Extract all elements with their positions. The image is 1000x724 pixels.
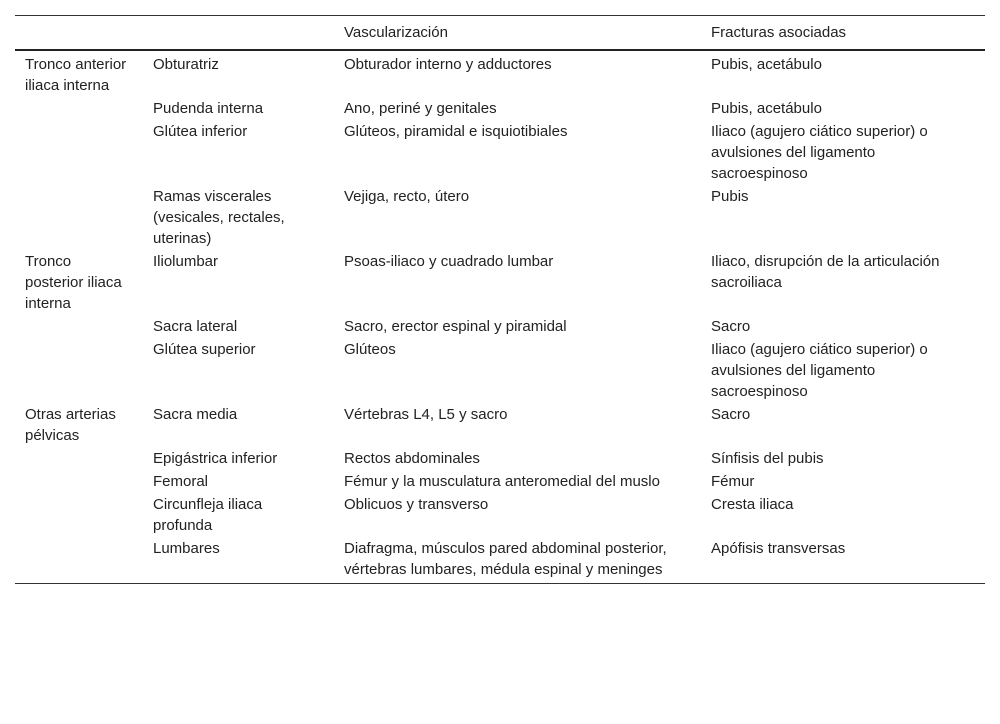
table-row [15, 494, 985, 538]
table-row [15, 186, 985, 251]
vascularization-cell: Fémur y la musculatura anteromedial del muslo [344, 473, 660, 490]
artery-cell: Lumbares [153, 540, 220, 557]
table-body [15, 50, 985, 584]
header-fractures: Fracturas asociadas [711, 24, 847, 41]
artery-cell: Iliolumbar [153, 253, 219, 270]
vascularization-cell: Vértebras L4, L5 y sacro [344, 406, 508, 423]
vascularization-cell: Obturador interno y adductores [344, 56, 552, 73]
table-row [15, 538, 985, 584]
artery-cell: Epigástrica inferior [153, 450, 278, 467]
group-cell [15, 494, 143, 538]
artery-cell: Obturatriz [153, 56, 219, 73]
header-row [15, 16, 985, 51]
artery-cell: Glútea superior [153, 341, 256, 358]
fractures-cell: Cresta iliaca [711, 496, 794, 513]
header-vascularization: Vascularización [344, 24, 448, 41]
header-group [15, 16, 143, 51]
fractures-cell: Sacro [711, 318, 751, 335]
fractures-cell: Sínfisis del pubis [711, 450, 824, 467]
fractures-cell: Sacro [711, 406, 751, 423]
vascularization-cell: Glúteos [344, 341, 396, 358]
group-cell [15, 316, 143, 339]
group-cell [15, 186, 143, 251]
table-row [15, 404, 985, 448]
fractures-cell: Iliaco (agujero ciático superior) o avulsiones del ligamento sacroespinoso [711, 341, 928, 400]
vascularization-cell: Glúteos, piramidal e isquiotibiales [344, 123, 568, 140]
vascularization-cell: Psoas-iliaco y cuadrado lumbar [344, 253, 554, 270]
fractures-cell: Pubis, acetábulo [711, 56, 822, 73]
fractures-cell: Iliaco (agujero ciático superior) o avulsiones del ligamento sacroespinoso [711, 123, 928, 182]
vascularization-cell: Sacro, erector espinal y piramidal [344, 318, 567, 335]
arteries-table-container [15, 15, 985, 584]
group-cell: Tronco anterior iliaca interna [25, 56, 127, 94]
artery-cell: Ramas viscerales (vesicales, rectales, uterinas) [153, 188, 285, 247]
fractures-cell: Fémur [711, 473, 755, 490]
table-row [15, 448, 985, 471]
group-cell [15, 98, 143, 121]
table-row [15, 339, 985, 404]
group-cell [15, 538, 143, 584]
artery-cell: Pudenda interna [153, 100, 264, 117]
group-cell: Tronco posterior iliaca interna [25, 253, 122, 312]
header-artery [143, 16, 334, 51]
vascularization-cell: Ano, periné y genitales [344, 100, 497, 117]
group-cell [15, 471, 143, 494]
table-row [15, 251, 985, 316]
vascularization-cell: Oblicuos y transverso [344, 496, 489, 513]
table-row [15, 98, 985, 121]
artery-cell: Sacra media [153, 406, 238, 423]
fractures-cell: Apófisis transversas [711, 540, 846, 557]
artery-cell: Sacra lateral [153, 318, 238, 335]
table-row [15, 471, 985, 494]
table-row [15, 316, 985, 339]
group-cell [15, 448, 143, 471]
table-header [15, 16, 985, 51]
fractures-cell: Pubis, acetábulo [711, 100, 822, 117]
fractures-cell: Iliaco, disrupción de la articulación sacroiliaca [711, 253, 940, 291]
vascularization-cell: Rectos abdominales [344, 450, 480, 467]
artery-cell: Femoral [153, 473, 209, 490]
table-row [15, 121, 985, 186]
vascularization-cell: Diafragma, músculos pared abdominal posterior, vértebras lumbares, médula espinal y meninges [344, 540, 667, 578]
group-cell: Otras arterias pélvicas [25, 406, 116, 444]
table-row [15, 50, 985, 98]
group-cell [15, 121, 143, 186]
group-cell [15, 339, 143, 404]
artery-cell: Glútea inferior [153, 123, 248, 140]
artery-cell: Circunfleja iliaca profunda [153, 496, 263, 534]
fractures-cell: Pubis [711, 188, 749, 205]
pelvic-arteries-table [15, 15, 985, 584]
vascularization-cell: Vejiga, recto, útero [344, 188, 470, 205]
